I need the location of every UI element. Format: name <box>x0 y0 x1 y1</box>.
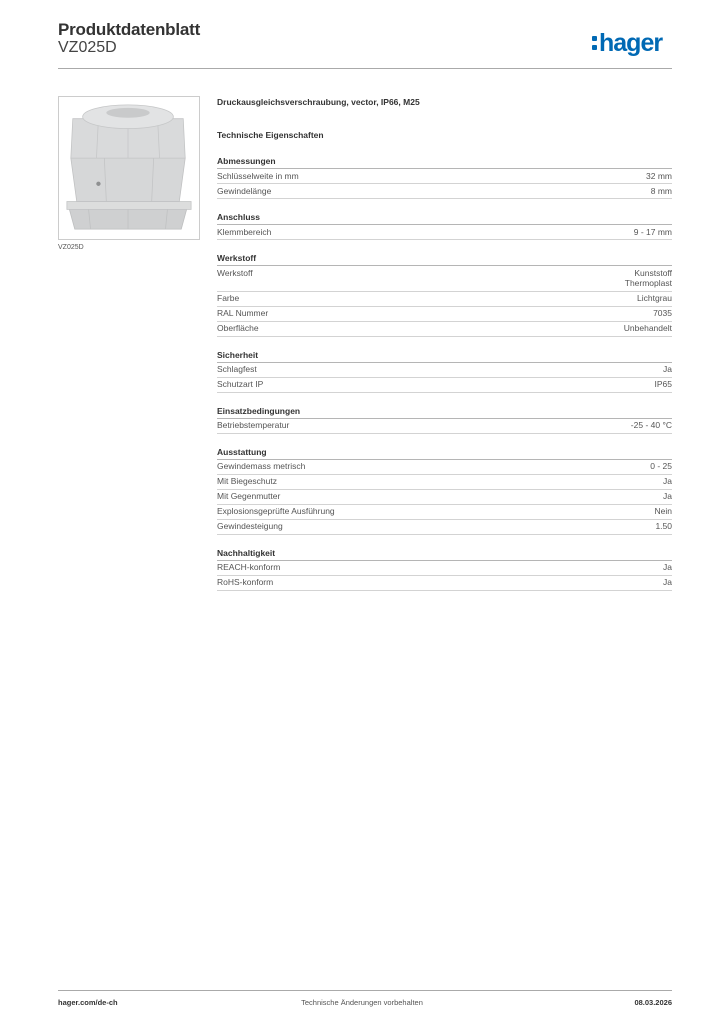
section-title: Anschluss <box>217 211 672 225</box>
section-title: Einsatzbedingungen <box>217 405 672 419</box>
spec-label: Schutzart IP <box>217 379 264 389</box>
spec-label: Schlüsselweite in mm <box>217 170 299 181</box>
footer-notice: Technische Änderungen vorbehalten <box>301 998 423 1007</box>
spec-value: Ja <box>663 476 672 486</box>
section-title: Werkstoff <box>217 252 672 266</box>
logo-text: hager <box>599 28 663 57</box>
spec-row <box>217 505 672 520</box>
footer-divider <box>58 990 672 991</box>
spec-label: Farbe <box>217 293 240 303</box>
logo-dots-icon <box>592 36 597 50</box>
product-image <box>58 96 200 240</box>
spec-section <box>217 211 672 240</box>
spec-row <box>217 225 672 240</box>
spec-section <box>217 349 672 393</box>
spec-section <box>217 405 672 434</box>
spec-row <box>217 378 672 393</box>
page-title: Produktdatenblatt <box>58 20 201 39</box>
spec-label: Werkstoff <box>217 267 253 278</box>
spec-row <box>217 363 672 378</box>
spec-row <box>217 419 672 434</box>
spec-value: 7035 <box>653 308 672 318</box>
spec-row <box>217 322 672 337</box>
spec-label: REACH-konform <box>217 562 281 572</box>
spec-sections <box>217 155 672 591</box>
spec-value: Unbehandelt <box>623 323 672 333</box>
spec-value: Ja <box>663 364 672 374</box>
spec-value: Kunststoff Thermoplast <box>624 267 672 288</box>
spec-row <box>217 460 672 475</box>
technical-heading: Technische Eigenschaften <box>217 130 324 140</box>
spec-row <box>217 576 672 591</box>
spec-label: RoHS-konform <box>217 577 274 587</box>
spec-label: Gewindemass metrisch <box>217 461 306 471</box>
spec-label: Betriebstemperatur <box>217 420 290 430</box>
spec-value: 0 - 25 <box>650 461 672 471</box>
section-title: Nachhaltigkeit <box>217 547 672 561</box>
spec-row <box>217 184 672 199</box>
spec-label: Mit Gegenmutter <box>217 491 281 501</box>
spec-row <box>217 307 672 322</box>
spec-value: Ja <box>663 577 672 587</box>
product-description: Druckausgleichsverschraubung, vector, IP66, M25 <box>217 97 420 107</box>
spec-row <box>217 490 672 505</box>
product-code: VZ025D <box>58 39 117 56</box>
spec-value: IP65 <box>654 379 672 389</box>
spec-section <box>217 547 672 591</box>
spec-label: Gewindelänge <box>217 185 272 196</box>
spec-label: Schlagfest <box>217 364 257 374</box>
spec-value: -25 - 40 °C <box>630 420 672 430</box>
spec-row <box>217 520 672 535</box>
spec-section <box>217 252 672 337</box>
spec-row <box>217 292 672 307</box>
spec-content <box>217 96 672 591</box>
spec-value: 32 mm <box>646 170 672 181</box>
spec-row <box>217 475 672 490</box>
section-title: Abmessungen <box>217 155 672 169</box>
spec-value: Nein <box>654 506 672 516</box>
spec-value: Lichtgrau <box>637 293 672 303</box>
spec-value: 8 mm <box>650 185 672 196</box>
hager-logo[interactable] <box>592 28 662 58</box>
spec-value: 1.50 <box>655 521 672 531</box>
spec-value: Ja <box>663 562 672 572</box>
spec-row <box>217 169 672 184</box>
spec-section <box>217 155 672 199</box>
spec-label: Gewindesteigung <box>217 521 283 531</box>
footer-website-link[interactable]: hager.com/de-ch <box>58 998 118 1007</box>
spec-section <box>217 446 672 535</box>
spec-value: Ja <box>663 491 672 501</box>
spec-label: Mit Biegeschutz <box>217 476 277 486</box>
section-title: Sicherheit <box>217 349 672 363</box>
cable-gland-image <box>59 97 199 239</box>
spec-value: 9 - 17 mm <box>633 226 672 237</box>
spec-label: RAL Nummer <box>217 308 269 318</box>
spec-label: Oberfläche <box>217 323 259 333</box>
image-caption: VZ025D <box>58 244 84 251</box>
footer-date: 08.03.2026 <box>634 998 672 1007</box>
spec-row <box>217 266 672 292</box>
spec-label: Klemmbereich <box>217 226 272 237</box>
spec-row <box>217 561 672 576</box>
header-divider <box>58 68 672 69</box>
section-title: Ausstattung <box>217 446 672 460</box>
spec-label: Explosionsgeprüfte Ausführung <box>217 506 335 516</box>
